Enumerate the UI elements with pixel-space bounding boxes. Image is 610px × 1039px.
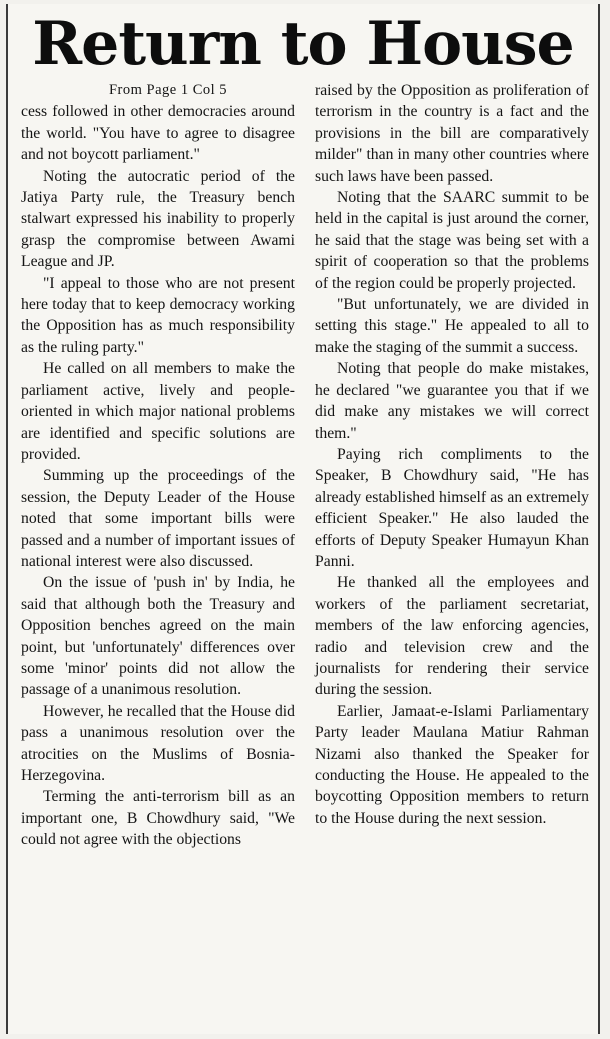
paragraph: Noting that people do make mistakes, he declared "we guarantee you that if we did make any mistakes we will correct them." [315, 360, 589, 442]
paragraph: raised by the Opposition as proliferation of terrorism in the country is a fact and the provisions in the bill are comparatively milder" than in many other countries where such laws have been passed. [315, 82, 589, 185]
paragraph: Paying rich compliments to the Speaker, B Chowdhury said, "He has already established himself as an extremely efficient Speaker." He also lauded the efforts of Deputy Speaker Humayun Khan Panni. [315, 445, 589, 570]
paragraph: However, he recalled that the House did pass a unanimous resolution over the atrocities on the Muslims of Bosnia-Herzegovina. [21, 702, 295, 784]
left-column [21, 80, 295, 851]
paragraph: He called on all members to make the parliament active, lively and people-oriented in which major national problems are identified and specific solutions are provided. [21, 360, 295, 463]
paragraph: "But unfortunately, we are divided in setting this stage." He appealed to all to make the staging of the summit a success. [315, 296, 589, 356]
paragraph: "I appeal to those who are not present here today that to keep democracy working the Opposition has as much responsibility as the ruling party." [21, 274, 295, 356]
paragraph: On the issue of 'push in' by India, he said that although both the Treasury and Opposition benches agreed on the main point, but 'unfortunately' differences over some 'minor' points did not allow the passage of a unanimous resolution. [21, 574, 295, 699]
newspaper-clipping [6, 4, 600, 1034]
dateline: From Page 1 Col 5 [108, 82, 228, 98]
paragraph: Terming the anti-terrorism bill as an important one, B Chowdhury said, "We could not agree with the objections [21, 788, 295, 849]
paragraph: Noting the autocratic period of the Jatiya Party rule, the Treasury bench stalwart expressed his inability to properly grasp the compromise between Awami League and JP. [21, 167, 295, 271]
paragraph: cess followed in other democracies around the world. "You have to agree to disagree and not boycott parliament." [21, 103, 295, 164]
paragraph: Earlier, Jamaat-e-Islami Parliamentary Party leader Maulana Matiur Rahman Nizami also thanked the Speaker for conducting the House. He appealed to the boycotting Opposition members to return to the House during the next session. [315, 702, 589, 827]
headline: Return to House [32, 9, 574, 79]
paragraph: Noting that the SAARC summit to be held in the capital is just around the corner, he said that the stage was being set with a spirit of cooperation so that the problems of the region could be properly projected. [315, 189, 589, 292]
right-column [315, 80, 589, 829]
paragraph: He thanked all the employees and workers of the parliament secretariat, members of the law enforcing agencies, radio and television crew and the journalists for rendering their service during the session. [315, 574, 589, 699]
paragraph: Summing up the proceedings of the session, the Deputy Leader of the House noted that some important bills were passed and a number of important issues of national interest were also discussed. [21, 467, 295, 570]
